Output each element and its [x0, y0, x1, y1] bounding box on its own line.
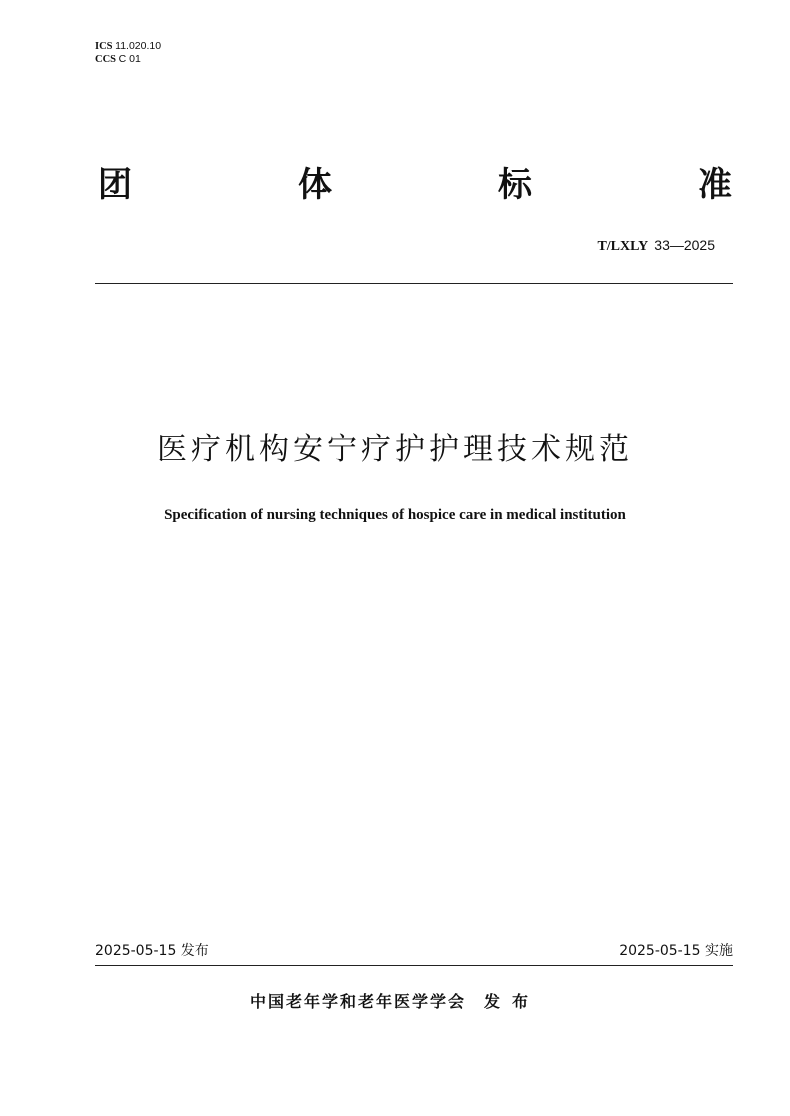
standard-type-char: 准 [698, 165, 732, 205]
bottom-divider [95, 965, 733, 966]
ics-label: ICS [95, 41, 113, 52]
standard-type-char: 标 [498, 165, 532, 205]
ccs-value: C 01 [118, 53, 141, 65]
document-title-zh: 医疗机构安宁疗护护理技术规范 [157, 432, 633, 467]
publisher-suffix: 发布 [484, 992, 541, 1011]
document-title-en: Specification of nursing techniques of hospice care in medical institution [164, 507, 626, 523]
publish-date: 2025-05-15 发布 [95, 943, 209, 959]
standard-number-prefix: T/LXLY [597, 239, 649, 254]
ccs-label: CCS [95, 54, 117, 65]
standard-type-char: 体 [298, 165, 332, 205]
ccs-line [95, 53, 161, 66]
standard-number-value: 33—2025 [654, 237, 715, 253]
ics-value: 11.020.10 [115, 40, 162, 52]
effective-date: 2025-05-15 实施 [619, 943, 733, 959]
standard-type-heading [95, 160, 735, 210]
standard-number [597, 236, 715, 256]
ics-line [95, 40, 161, 53]
classification-block [95, 40, 161, 66]
top-divider [95, 283, 733, 284]
publisher-name: 中国老年学和老年医学学会 [249, 992, 466, 1011]
standard-type-char: 团 [98, 165, 132, 205]
publisher-line [0, 990, 790, 1014]
